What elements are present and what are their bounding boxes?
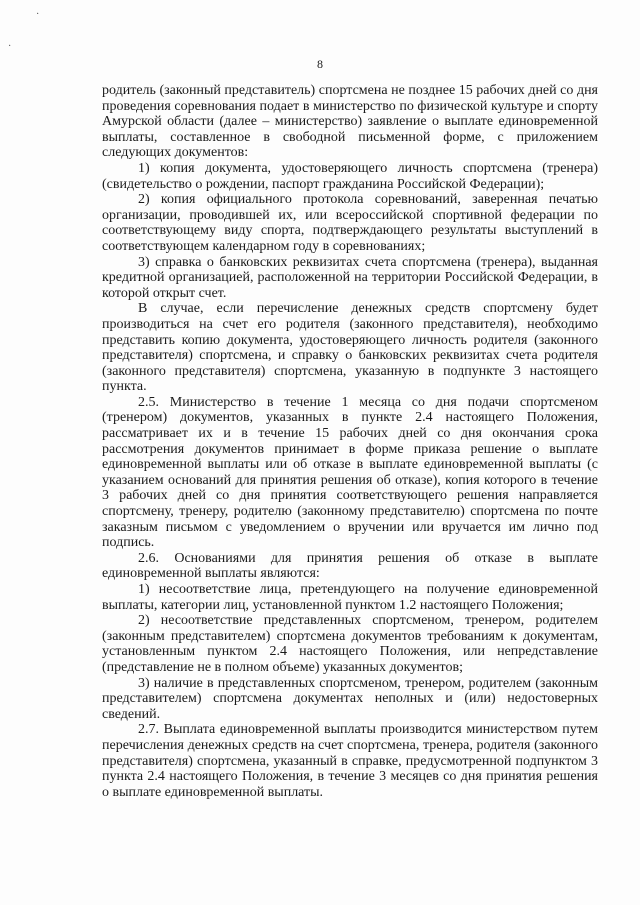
list-item-refusal-2: 2) несоответствие представленных спортсменом, тренером, родителем (законным представителем) спортсмена документов требованиям к документам, установленным пунктом 2.4 настоящего Положения, или непредставление (представление не в полном объеме) указанных документов; [102,613,598,675]
list-item-document-copy: 1) копия документа, удостоверяющего личность спортсмена (тренера) (свидетельство о рождении, паспорт гражданина Российской Федерации); [102,160,598,192]
page-number: 8 [317,57,323,71]
scan-mark: · [36,9,40,20]
clause-2-5: 2.5. Министерство в течение 1 месяца со дня подачи спортсменом (тренером) документов, указанных в пункте 2.4 настоящего Положения, рассматривает их и в течение 15 рабочих дней со дня окончания срока рассмотрения документов принимает в форме приказа решение о выплате единовременной выплаты или об отказе в выплате единовременной выплаты (с указанием оснований для принятия решения об отказе), копия которого в течение 3 рабочих дней со дня принятия соответствующего решения направляется спортсмену, тренеру, родителю (законному представителю) спортсмена по почте заказным письмом с уведомлением о вручении или вручается им лично под подпись. [102,394,598,551]
scan-mark: · [8,41,12,52]
document-body [102,83,598,800]
list-item-bank-certificate: 3) справка о банковских реквизитах счета спортсмена (тренера), выданная кредитной организацией, расположенной на территории Российской Федерации, в которой открыт счет. [102,254,598,301]
list-item-refusal-3: 3) наличие в представленных спортсменом, тренером, родителем (законным представителем) спортсмена документах неполных и (или) недостоверных сведений. [102,675,598,722]
clause-2-6: 2.6. Основаниями для принятия решения об отказе в выплате единовременной выплаты являются: [102,550,598,582]
list-item-refusal-1: 1) несоответствие лица, претендующего на получение единовременной выплаты, категории лиц, установленной пунктом 1.2 настоящего Положения; [102,582,598,613]
list-item-protocol-copy: 2) копия официального протокола соревнований, заверенная печатью организации, проводившей их, или всероссийской спортивной федерации по соответствующему виду спорта, подтверждающего результаты выступлений в соответствующем календарном году в соревнованиях; [102,192,598,254]
paragraph-parent-account: В случае, если перечисление денежных средств спортсмену будет производиться на счет его родителя (законного представителя), необходимо представить копию документа, удостоверяющего личность родителя (законного представителя) спортсмена, и справку о банковских реквизитах счета родителя (законного представителя) спортсмена, указанную в подпункте 3 настоящего пункта. [102,301,598,395]
clause-2-7: 2.7. Выплата единовременной выплаты производится министерством путем перечисления денежных средств на счет спортсмена, тренера, родителя (законного представителя) спортсмена, указанный в справке, предусмотренной подпунктом 3 пункта 2.4 настоящего Положения, в течение 3 месяцев со дня принятия решения о выплате единовременной выплаты. [102,722,598,800]
paragraph-continuation: родитель (законный представитель) спортсмена не позднее 15 рабочих дней со дня проведения соревнования подает в министерство по физической культуре и спорту Амурской области (далее – министерство) заявление о выплате единовременной выплаты, составленное в свободной письменной форме, с приложением следующих документов: [102,83,598,161]
